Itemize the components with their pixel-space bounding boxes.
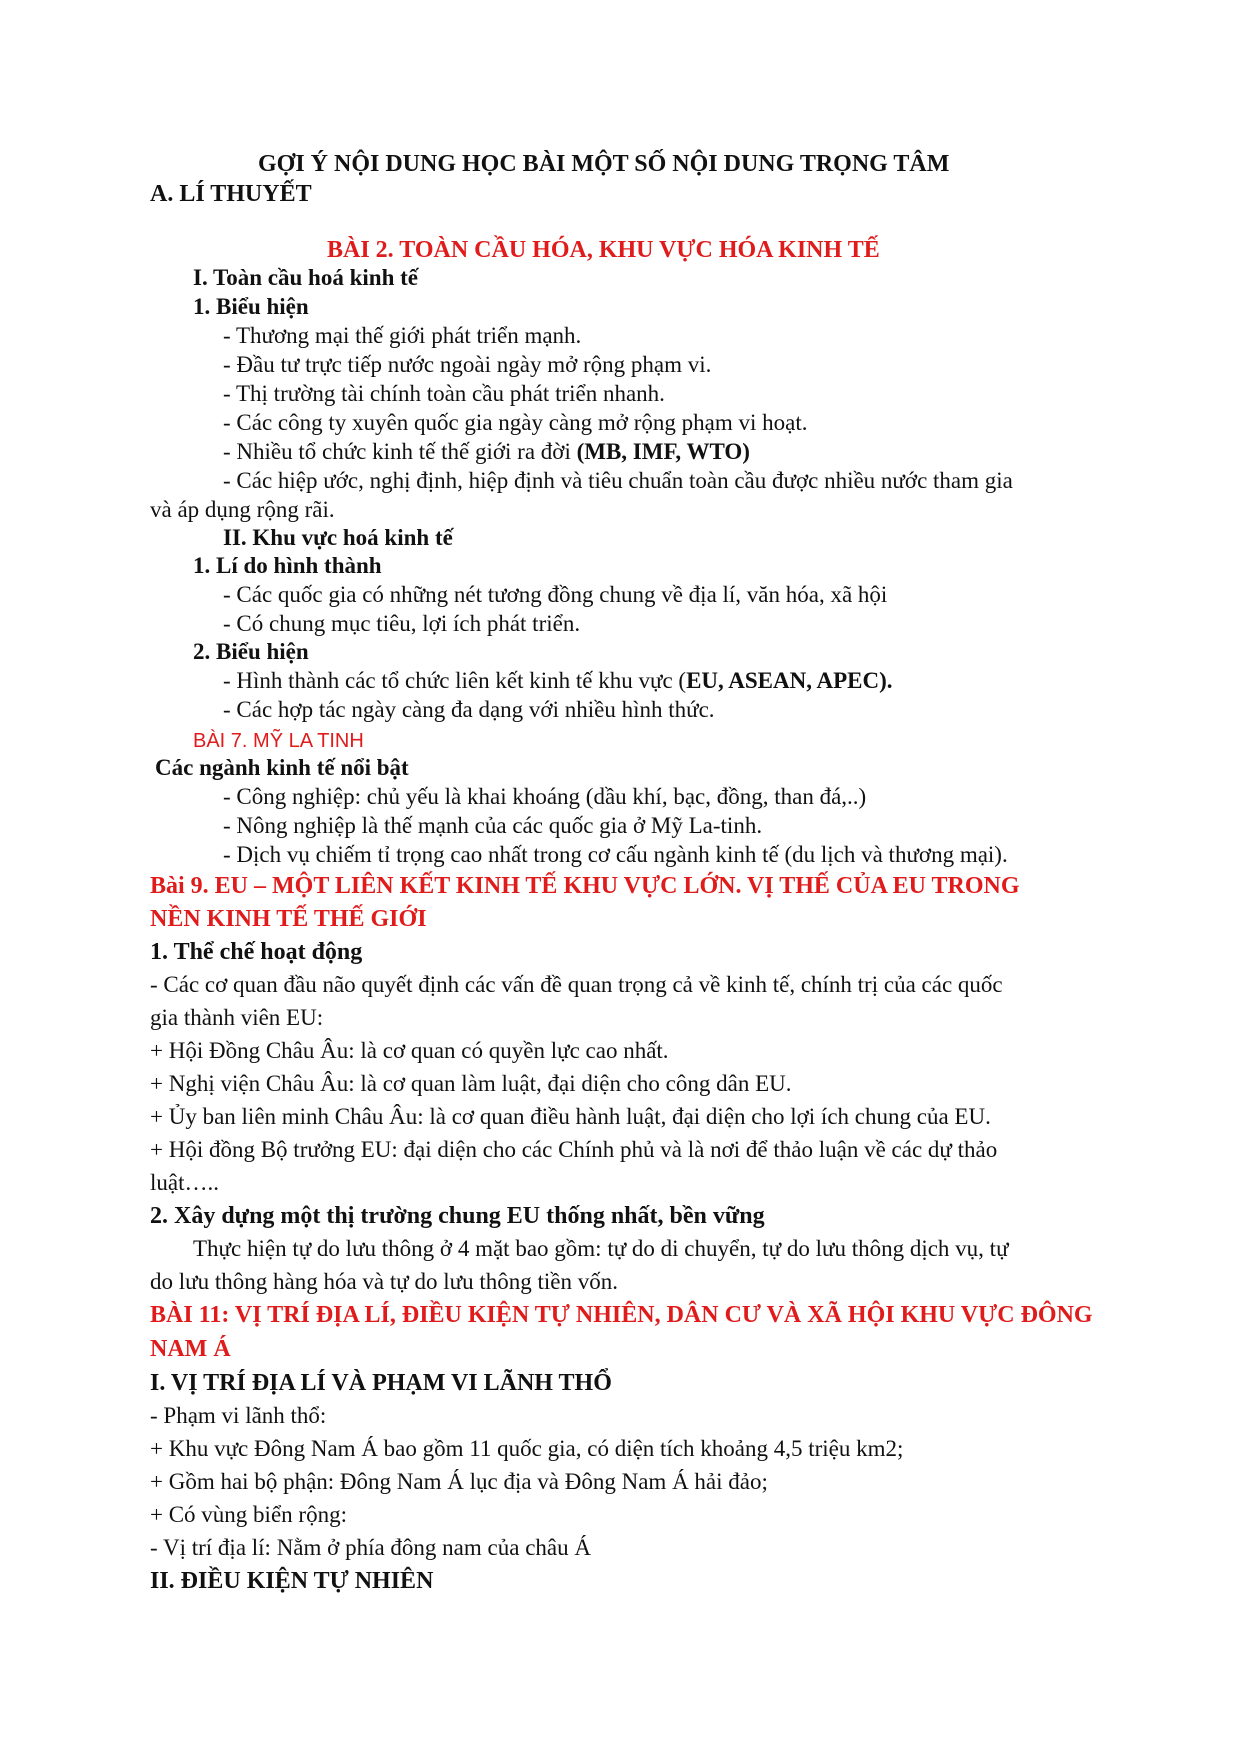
document-title: GỢI Ý NỘI DUNG HỌC BÀI MỘT SỐ NỘI DUNG TRỌNG TÂM — [258, 151, 950, 177]
lesson-2-bullet-5-bold: (MB, IMF, WTO) — [576, 439, 750, 464]
lesson-2-subheading-1: 1. Biểu hiện — [193, 294, 309, 319]
lesson-11-line-5: - Vị trí địa lí: Nằm ở phía đông nam của châu Á — [150, 1535, 591, 1560]
lesson-2-bullet-6-line-2: và áp dụng rộng rãi. — [150, 497, 335, 522]
lesson-9-item-parliament: + Nghị viện Châu Âu: là cơ quan làm luật, đại diện cho công dân EU. — [150, 1071, 792, 1096]
lesson-9-item-ministers-line-2: luật….. — [150, 1170, 219, 1195]
lesson-2-expression-1-bold: EU, ASEAN, APEC). — [686, 668, 893, 693]
lesson-2-reason-1: - Các quốc gia có những nét tương đồng chung về địa lí, văn hóa, xã hội — [223, 582, 888, 607]
lesson-7-heading: Các ngành kinh tế nổi bật — [155, 755, 409, 780]
lesson-11-title-line-2: NAM Á — [150, 1336, 231, 1362]
section-a-heading: A. LÍ THUYẾT — [150, 181, 312, 207]
lesson-2-bullet-6-line-1: - Các hiệp ước, nghị định, hiệp định và tiêu chuẩn toàn cầu được nhiều nước tham gia — [223, 468, 1013, 493]
lesson-9-item-ministers-line-1: + Hội đồng Bộ trưởng EU: đại diện cho các Chính phủ và là nơi để thảo luận về các dự thảo — [150, 1137, 998, 1162]
lesson-9-heading-1: 1. Thể chế hoạt động — [150, 939, 363, 965]
lesson-2-subheading-3: 2. Biểu hiện — [193, 639, 309, 664]
lesson-2-subheading-2: 1. Lí do hình thành — [193, 553, 382, 578]
lesson-2-reason-2: - Có chung mục tiêu, lợi ích phát triển. — [223, 611, 581, 636]
lesson-2-expression-2: - Các hợp tác ngày càng đa dạng với nhiều hình thức. — [223, 697, 715, 722]
lesson-2-expression-1 — [223, 667, 892, 695]
lesson-11-title-line-1: BÀI 11: VỊ TRÍ ĐỊA LÍ, ĐIỀU KIỆN TỰ NHIÊN, DÂN CƯ VÀ XÃ HỘI KHU VỰC ĐÔNG — [150, 1302, 1093, 1328]
lesson-2-bullet-5 — [223, 438, 750, 466]
lesson-9-title-line-2: NỀN KINH TẾ THẾ GIỚI — [150, 906, 427, 932]
lesson-9-item-council: + Hội Đồng Châu Âu: là cơ quan có quyền lực cao nhất. — [150, 1038, 669, 1063]
lesson-11-heading-2: II. ĐIỀU KIỆN TỰ NHIÊN — [150, 1568, 434, 1594]
lesson-9-item-commission: + Ủy ban liên minh Châu Âu: là cơ quan điều hành luật, đại diện cho lợi ích chung của EU. — [150, 1104, 991, 1129]
lesson-11-line-2: + Khu vực Đông Nam Á bao gồm 11 quốc gia, có diện tích khoảng 4,5 triệu km2; — [150, 1436, 904, 1461]
lesson-9-paragraph-2-line-2: do lưu thông hàng hóa và tự do lưu thông tiền vốn. — [150, 1269, 618, 1294]
lesson-2-heading-1: I. Toàn cầu hoá kinh tế — [193, 265, 418, 290]
lesson-2-bullet-5-text: - Nhiều tổ chức kinh tế thế giới ra đời — [223, 439, 577, 464]
lesson-9-title-line-1: Bài 9. EU – MỘT LIÊN KẾT KINH TẾ KHU VỰC LỚN. VỊ THẾ CỦA EU TRONG — [150, 873, 1020, 899]
lesson-9-paragraph-1-line-2: gia thành viên EU: — [150, 1005, 324, 1030]
lesson-11-line-4: + Có vùng biển rộng: — [150, 1502, 347, 1527]
lesson-2-bullet-1: - Thương mại thế giới phát triển mạnh. — [223, 323, 582, 348]
lesson-9-heading-2: 2. Xây dựng một thị trường chung EU thống nhất, bền vững — [150, 1203, 765, 1229]
lesson-2-bullet-3: - Thị trường tài chính toàn cầu phát triển nhanh. — [223, 381, 665, 406]
lesson-7-item-1: - Công nghiệp: chủ yếu là khai khoáng (dầu khí, bạc, đồng, than đá,..) — [223, 784, 867, 809]
lesson-2-title: BÀI 2. TOÀN CẦU HÓA, KHU VỰC HÓA KINH TẾ — [327, 237, 880, 263]
lesson-7-item-2: - Nông nghiệp là thế mạnh của các quốc gia ở Mỹ La-tinh. — [223, 813, 763, 838]
lesson-7-item-3: - Dịch vụ chiếm tỉ trọng cao nhất trong cơ cấu ngành kinh tế (du lịch và thương mại). — [223, 842, 1008, 867]
lesson-2-bullet-4: - Các công ty xuyên quốc gia ngày càng mở rộng phạm vi hoạt. — [223, 410, 808, 435]
lesson-11-line-1: - Phạm vi lãnh thổ: — [150, 1403, 327, 1428]
lesson-7-title: BÀI 7. MỸ LA TINH — [193, 730, 364, 752]
lesson-2-bullet-2: - Đầu tư trực tiếp nước ngoài ngày mở rộng phạm vi. — [223, 352, 712, 377]
lesson-2-expression-1-text: - Hình thành các tổ chức liên kết kinh tế khu vực ( — [223, 668, 687, 693]
lesson-9-paragraph-2-line-1: Thực hiện tự do lưu thông ở 4 mặt bao gồm: tự do di chuyển, tự do lưu thông dịch vụ, tự — [193, 1236, 1009, 1261]
lesson-2-heading-2: II. Khu vực hoá kinh tế — [223, 525, 453, 550]
lesson-9-paragraph-1-line-1: - Các cơ quan đầu não quyết định các vấn đề quan trọng cả về kinh tế, chính trị của các quốc — [150, 972, 1003, 997]
lesson-11-heading-1: I. VỊ TRÍ ĐỊA LÍ VÀ PHẠM VI LÃNH THỔ — [150, 1370, 612, 1396]
lesson-11-line-3: + Gồm hai bộ phận: Đông Nam Á lục địa và Đông Nam Á hải đảo; — [150, 1469, 768, 1494]
